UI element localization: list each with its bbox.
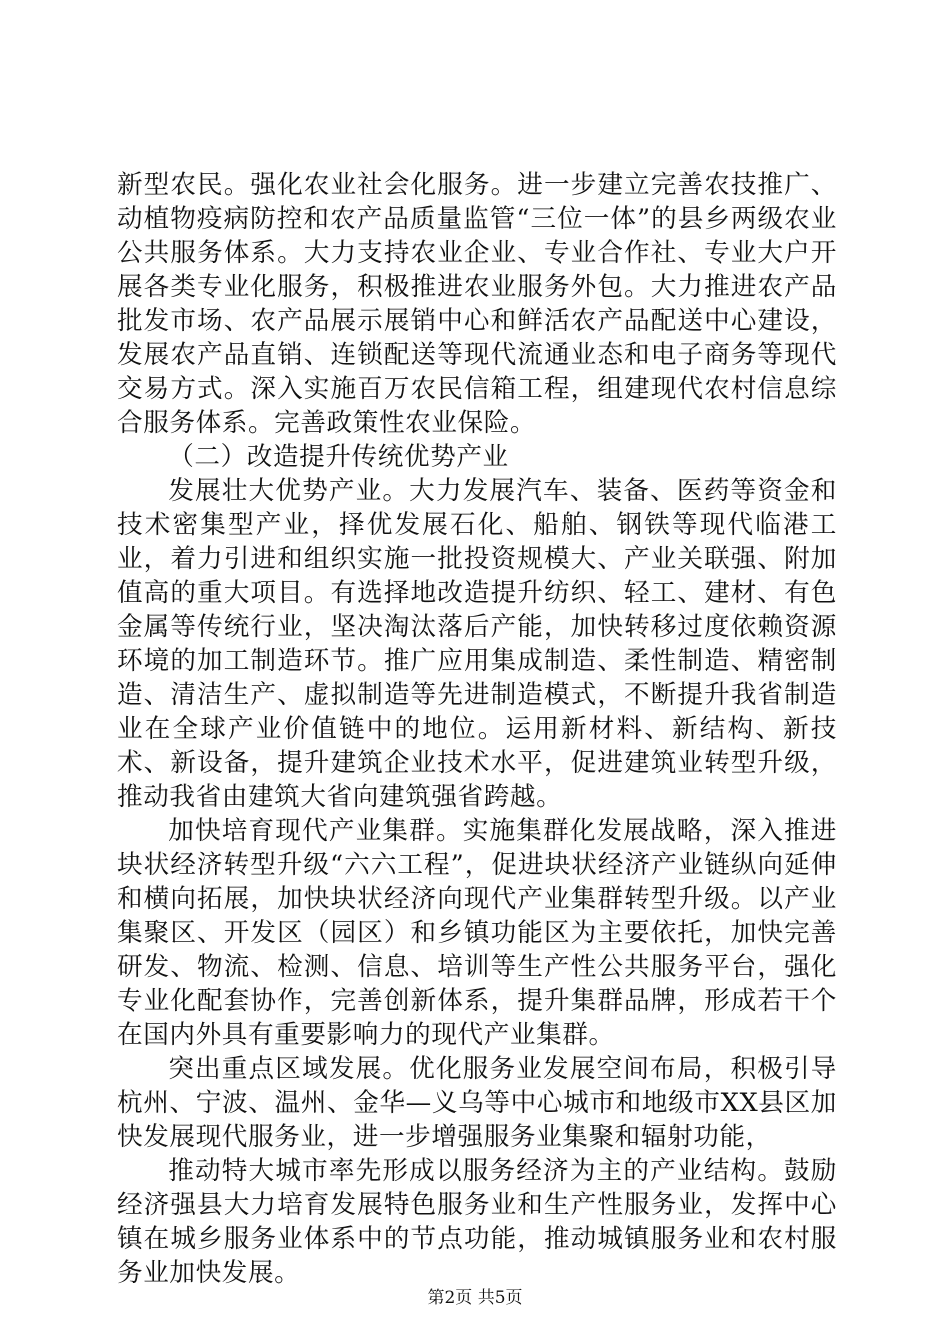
document-body	[117, 168, 837, 1290]
page-number: 第2页 共5页	[427, 1288, 523, 1308]
paragraph-2: 发展壮大优势产业。大力发展汽车、装备、医药等资金和技术密集型产业，择优发展石化、船舶、钢铁等现代临港工业，着力引进和组织实施一批投资规模大、产业关联强、附加值高的重大项目。有选择地改造提升纺织、轻工、建材、有色金属等传统行业，坚决淘汰落后产能，加快转移过度依赖资源环境的加工制造环节。推广应用集成制造、柔性制造、精密制造、清洁生产、虚拟制造等先进制造模式，不断提升我省制造业在全球产业价值链中的地位。运用新材料、新结构、新技术、新设备，提升建筑企业技术水平，促进建筑业转型升级，推动我省由建筑大省向建筑强省跨越。	[117, 476, 837, 812]
page-footer	[0, 1283, 950, 1308]
paragraph-1: 新型农民。强化农业社会化服务。进一步建立完善农技推广、动植物疫病防控和农产品质量监管“三位一体”的县乡两级农业公共服务体系。大力支持农业企业、专业合作社、专业大户开展各类专业化服务，积极推进农业服务外包。大力推进农产品批发市场、农产品展示展销中心和鲜活农产品配送中心建设，发展农产品直销、连锁配送等现代流通业态和电子商务等现代交易方式。深入实施百万农民信箱工程，组建现代农村信息综合服务体系。完善政策性农业保险。	[117, 170, 837, 438]
paragraph-4: 突出重点区域发展。优化服务业发展空间布局，积极引导杭州、宁波、温州、金华—义乌等中心城市和地级市XX县区加快发展现代服务业，进一步增强服务业集聚和辐射功能，	[117, 1054, 837, 1152]
section-heading: （二）改造提升传统优势产业	[168, 442, 509, 472]
paragraph-3: 加快培育现代产业集群。实施集群化发展战略，深入推进块状经济转型升级“六六工程”，促进块状经济产业链纵向延伸和横向拓展，加快块状经济向现代产业集群转型升级。以产业集聚区、开发区（园区）和乡镇功能区为主要依托，加快完善研发、物流、检测、信息、培训等生产性公共服务平台，强化专业化配套协作，完善创新体系，提升集群品牌，形成若干个在国内外具有重要影响力的现代产业集群。	[117, 816, 837, 1050]
paragraph-5: 推动特大城市率先形成以服务经济为主的产业结构。鼓励经济强县大力培育发展特色服务业和生产性服务业，发挥中心镇在城乡服务业体系中的节点功能，推动城镇服务业和农村服务业加快发展。	[117, 1156, 837, 1288]
